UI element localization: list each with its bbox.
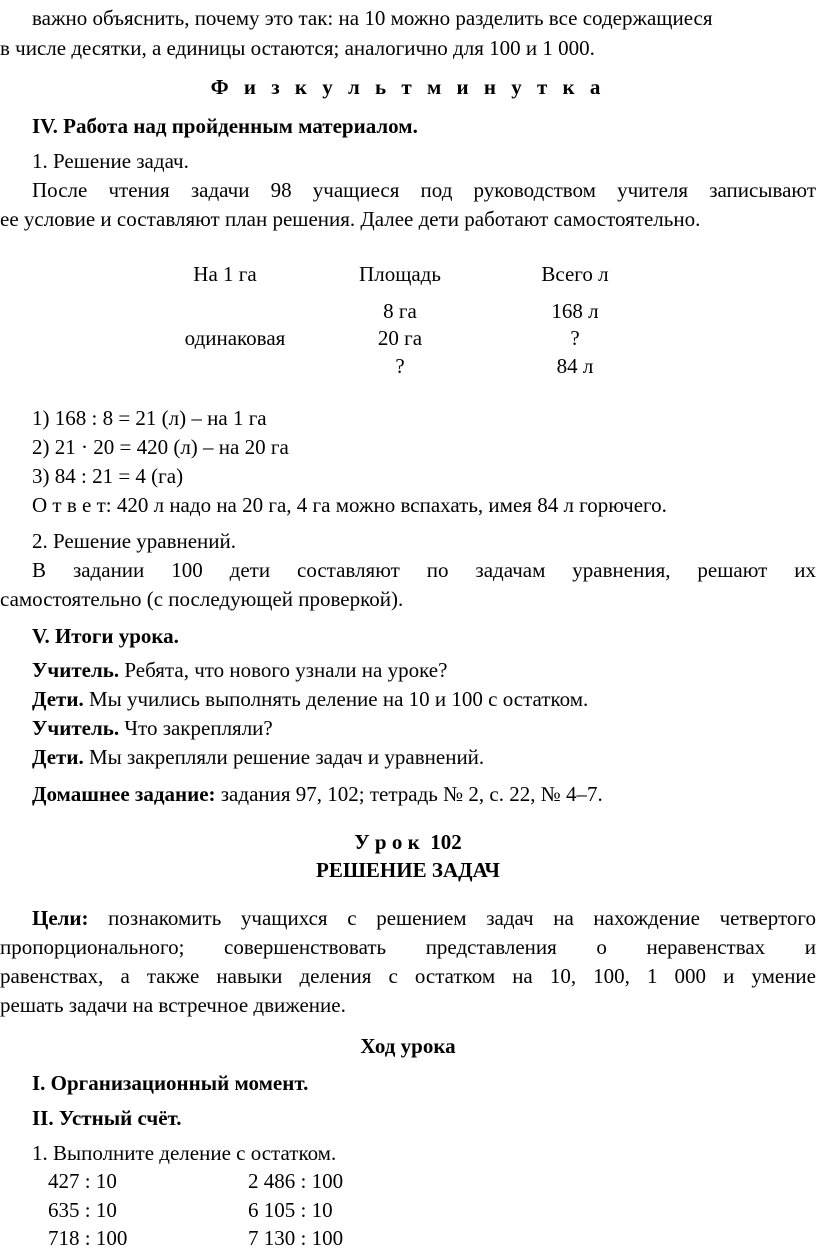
section-heading: II. Устный счёт. xyxy=(32,1106,182,1130)
utterance: Что закрепляли? xyxy=(119,716,273,740)
section-heading: I. Организационный момент. xyxy=(32,1071,309,1095)
utterance: Ребята, что нового узнали на уроке? xyxy=(119,658,448,682)
division-item: 7 130 : 100 xyxy=(248,1226,344,1250)
course-heading: Ход урока xyxy=(360,1034,456,1058)
homework-line xyxy=(32,781,603,807)
solution-step: 3) 84 : 21 = 4 (га) xyxy=(32,464,184,488)
table-cell: ? xyxy=(570,326,580,350)
table-cell: 168 л xyxy=(551,299,599,323)
text-line: самостоятельно (с последующей проверкой). xyxy=(0,587,404,611)
goals-line: равенствах, а также навыки деления с остатком на 10, 100, 1 000 и умение xyxy=(0,964,816,988)
table-header: На 1 га xyxy=(193,262,257,286)
division-item: 6 105 : 10 xyxy=(248,1198,333,1222)
speaker: Учитель. xyxy=(32,658,120,682)
table-cell: 84 л xyxy=(556,354,594,378)
text-line: 2. Решение уравнений. xyxy=(32,529,237,553)
speaker: Дети. xyxy=(32,745,84,769)
goals-line: решать задачи на встречное движение. xyxy=(0,993,346,1017)
text-line: в числе десятки, а единицы остаются; аналогично для 100 и 1 000. xyxy=(0,36,595,60)
lesson-title: РЕШЕНИЕ ЗАДАЧ xyxy=(316,858,500,882)
table-header: Площадь xyxy=(359,262,441,286)
dialog-line xyxy=(32,686,588,712)
exercise-title: 1. Выполните деление с остатком. xyxy=(32,1141,337,1165)
homework-label: Домашнее задание: xyxy=(32,782,216,806)
division-item: 718 : 100 xyxy=(48,1226,128,1250)
goals-text: познакомить учащихся с решением задач на нахождение четвертого xyxy=(88,906,816,930)
speaker: Дети. xyxy=(32,687,84,711)
fizkultminutka-heading: Ф и з к у л ь т м и н у т к а xyxy=(210,75,606,99)
text-line: важно объяснить, почему это так: на 10 можно разделить все содержащиеся xyxy=(32,6,713,30)
dialog-line xyxy=(32,744,484,770)
division-item: 427 : 10 xyxy=(48,1169,117,1193)
table-header: Всего л xyxy=(541,262,609,286)
goals-line xyxy=(32,905,816,931)
utterance: Мы закрепляли решение задач и уравнений. xyxy=(83,745,485,769)
dialog-line xyxy=(32,715,273,741)
dialog-line xyxy=(32,657,447,683)
section-heading: IV. Работа над пройденным материалом. xyxy=(32,114,418,138)
table-cell: 8 га xyxy=(383,299,417,323)
speaker: Учитель. xyxy=(32,716,120,740)
goals-label: Цели: xyxy=(32,906,89,930)
text-line: В задании 100 дети составляют по задачам уравнения, решают их xyxy=(32,558,816,582)
goals-line: пропорционального; совершенствовать представления о неравенствах и xyxy=(0,935,816,959)
division-item: 2 486 : 100 xyxy=(248,1169,344,1193)
table-cell: 20 га xyxy=(377,326,423,350)
utterance: Мы учились выполнять деление на 10 и 100 с остатком. xyxy=(83,687,589,711)
division-item: 635 : 10 xyxy=(48,1198,117,1222)
table-cell: ? xyxy=(395,354,405,378)
text-line: ее условие и составляют план решения. Далее дети работают самостоятельно. xyxy=(0,207,701,231)
solution-step: 2) 21 · 20 = 420 (л) – на 20 га xyxy=(32,435,289,459)
solution-step: 1) 168 : 8 = 21 (л) – на 1 га xyxy=(32,406,267,430)
section-heading: V. Итоги урока. xyxy=(32,624,179,648)
lesson-number: У р о к 102 xyxy=(354,830,462,854)
text-line: 1. Решение задач. xyxy=(32,149,189,173)
table-cell: одинаковая xyxy=(184,326,286,350)
homework-text: задания 97, 102; тетрадь № 2, с. 22, № 4–7. xyxy=(215,782,603,806)
answer-line: О т в е т: 420 л надо на 20 га, 4 га можно вспахать, имея 84 л горючего. xyxy=(32,493,667,517)
text-line: После чтения задачи 98 учащиеся под руководством учителя записывают xyxy=(32,178,816,202)
